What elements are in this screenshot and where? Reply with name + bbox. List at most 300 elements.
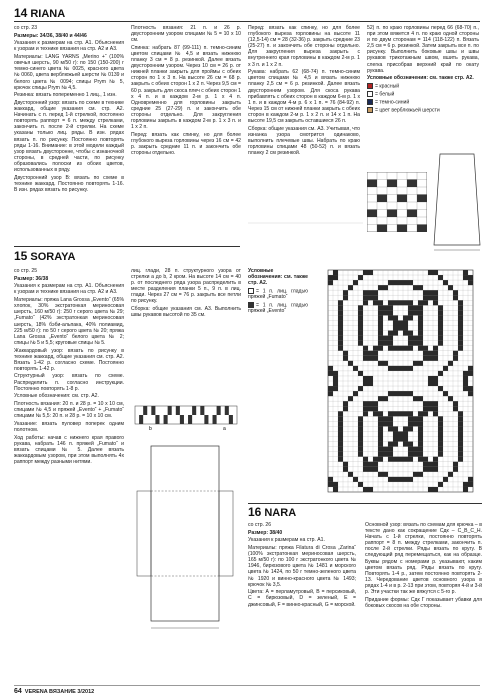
chart-cell bbox=[373, 406, 378, 411]
chart-cell bbox=[418, 437, 423, 442]
chart-cell bbox=[398, 346, 403, 351]
chart-cell bbox=[413, 452, 418, 457]
chart-cell bbox=[418, 341, 423, 346]
chart-cell bbox=[423, 411, 428, 416]
strip-cell bbox=[155, 415, 159, 424]
magazine-title: VERENA ВЯЗАНИЕ 3/2012 bbox=[24, 689, 95, 695]
section-title-nara bbox=[248, 505, 296, 519]
chart-cell bbox=[338, 426, 343, 431]
chart-cell bbox=[373, 290, 378, 295]
legend-fumato bbox=[248, 288, 308, 301]
strip-cell bbox=[151, 406, 155, 415]
chart-cell bbox=[403, 280, 408, 285]
chart-cell bbox=[438, 315, 443, 320]
strip-cell bbox=[204, 415, 208, 424]
gauge: Плотность вязания: 20 п. и 28 р. = 10 х 10 см, спицами № 4,5 и пряжей „Evento“ + „Fumato“ спицами № 5,5: 20 п. и 28 р. = 10 х 10 см. bbox=[14, 401, 124, 420]
nara-column-2 bbox=[365, 522, 482, 611]
chart-cell bbox=[358, 315, 363, 320]
chart-cell bbox=[438, 386, 443, 391]
chart-cell bbox=[448, 472, 453, 477]
chart-cell bbox=[413, 305, 418, 310]
chart-cell bbox=[428, 295, 433, 300]
chart-cell bbox=[433, 346, 438, 351]
legend-label: = цвет верблюжьей шерсти bbox=[375, 107, 440, 114]
chart-cell bbox=[388, 447, 393, 452]
chart-cell bbox=[423, 300, 428, 305]
chart-cell bbox=[363, 467, 368, 472]
chart-cell bbox=[383, 336, 388, 341]
section-name: RIANA bbox=[30, 8, 66, 20]
chart-cell bbox=[408, 391, 413, 396]
chart-cell bbox=[453, 462, 458, 467]
chart-cell bbox=[423, 406, 428, 411]
riana-column-2 bbox=[131, 25, 241, 158]
chart-cell bbox=[403, 326, 408, 331]
chart-cell bbox=[373, 295, 378, 300]
chart-cell bbox=[378, 396, 383, 401]
camel-swatch-icon bbox=[367, 107, 373, 113]
chart-cell bbox=[363, 381, 368, 386]
chart-cell bbox=[428, 467, 433, 472]
chart-cell bbox=[418, 452, 423, 457]
soraya-column-2 bbox=[131, 268, 241, 320]
chart-cell bbox=[393, 320, 398, 325]
chart-cell bbox=[438, 341, 443, 346]
chart-cell bbox=[338, 437, 343, 442]
chart-cell bbox=[338, 457, 343, 462]
chart-cell bbox=[383, 396, 388, 401]
chart-cell bbox=[383, 310, 388, 315]
section-name: SORAYA bbox=[30, 251, 76, 263]
chart-cell bbox=[438, 437, 443, 442]
chart-cell bbox=[368, 290, 373, 295]
chart-cell bbox=[428, 406, 433, 411]
chart-cell bbox=[348, 396, 353, 401]
chart-cell bbox=[378, 452, 383, 457]
sizes: Размер: 38/40 bbox=[248, 529, 283, 536]
legend-title: Условные обозначения: см. также стр. А2. bbox=[248, 268, 308, 287]
chart-cell bbox=[388, 391, 393, 396]
chart-cell bbox=[413, 416, 418, 421]
chart-cell bbox=[363, 351, 368, 356]
chart-cell bbox=[458, 336, 463, 341]
chart-cell bbox=[428, 376, 433, 381]
shaping: Придание формы: Сдк Г показывает убавки для боковых скосов на обе стороны. bbox=[365, 596, 482, 609]
chart-cell bbox=[433, 457, 438, 462]
chart-cell bbox=[368, 381, 373, 386]
chart-cell bbox=[408, 341, 413, 346]
chart-cell bbox=[378, 320, 383, 325]
chart-cell bbox=[343, 467, 348, 472]
chart-cell bbox=[378, 346, 383, 351]
chart-cell bbox=[418, 305, 423, 310]
chart-cell bbox=[468, 371, 473, 376]
chart-cell bbox=[428, 381, 433, 386]
chart-cell bbox=[433, 300, 438, 305]
chart-cell bbox=[458, 315, 463, 320]
gauge: Плотность вязания: 21 п. и 26 р. двусторонним узором спицами № 5 = 10 х 10 см. bbox=[131, 25, 241, 44]
chart-cell bbox=[398, 437, 403, 442]
chart-cell bbox=[388, 346, 393, 351]
riana-jacquard-chart bbox=[367, 172, 427, 232]
chart-cell bbox=[458, 411, 463, 416]
chart-cell bbox=[363, 295, 368, 300]
chart-cell bbox=[348, 285, 353, 290]
chart-cell bbox=[343, 462, 348, 467]
symbols-note: Условные обозначения: см. стр. А2. bbox=[14, 393, 99, 400]
white-swatch-icon bbox=[367, 91, 373, 97]
chart-cell bbox=[378, 431, 383, 436]
chart-cell bbox=[433, 290, 438, 295]
chart-cell bbox=[413, 421, 418, 426]
chart-cell bbox=[363, 401, 368, 406]
chart-cell bbox=[428, 290, 433, 295]
chart-cell bbox=[338, 300, 343, 305]
legend-label: = темно-синий bbox=[375, 99, 410, 106]
chart-cell bbox=[363, 462, 368, 467]
chart-cell bbox=[443, 366, 448, 371]
chart-cell bbox=[363, 411, 368, 416]
chart-cell bbox=[363, 457, 368, 462]
chart-cell bbox=[328, 366, 333, 371]
chart-cell bbox=[383, 447, 388, 452]
chart-cell bbox=[393, 442, 398, 447]
nara-column-1 bbox=[248, 522, 356, 609]
legend-navy bbox=[367, 99, 479, 105]
chart-cell bbox=[413, 361, 418, 366]
chart-cell bbox=[343, 406, 348, 411]
chart-cell bbox=[378, 442, 383, 447]
chart-cell bbox=[468, 391, 473, 396]
chart-cell bbox=[378, 447, 383, 452]
chart-cell bbox=[463, 376, 468, 381]
main-pattern: Основной узор: вязать по схемам для крючка – в тексте дано как сокращение Сдк – С_В_С_Н. Начать с 1-й стрелки, постоянно повторять раппорт = 8 п. между стрелками, закончить п. после 2-й стрелки. Ряды вязать по кругу. В следующий ряд перемещаться, как на образце. Буквы рядом с номерами р. указывают, каким цветом вязать ряд. Ряды вязать по кругу. Повторять 1-4 р., затем постоянно повторять 2-13. Чередование цветов основного узора в рядах 1-4 и в р. 2-13 при этом, повторяя 4-й и 3-й р. Эти участки так же вяжутся с 5-го р. bbox=[365, 522, 482, 596]
chart-cell bbox=[408, 300, 413, 305]
chart-cell bbox=[393, 457, 398, 462]
chart-cell bbox=[443, 477, 448, 482]
chart-cell bbox=[363, 290, 368, 295]
chart-cell bbox=[423, 457, 428, 462]
chart-cell bbox=[388, 331, 393, 336]
chart-cell bbox=[373, 457, 378, 462]
chart-cell bbox=[433, 462, 438, 467]
chart-cell bbox=[363, 487, 368, 492]
chart-cell bbox=[343, 401, 348, 406]
chart-cell bbox=[423, 351, 428, 356]
chart-cell bbox=[438, 416, 443, 421]
chart-cell bbox=[428, 356, 433, 361]
chart-cell bbox=[378, 300, 383, 305]
chart-cell bbox=[408, 331, 413, 336]
chart-cell bbox=[408, 280, 413, 285]
chart-cell bbox=[438, 452, 443, 457]
page-ref: со стр. 23 bbox=[14, 25, 38, 31]
chart-cell bbox=[458, 437, 463, 442]
chart-cell bbox=[403, 431, 408, 436]
chart-cell bbox=[338, 452, 343, 457]
chart-cell bbox=[408, 336, 413, 341]
soraya-column-3 bbox=[248, 268, 308, 316]
chart-cell bbox=[423, 462, 428, 467]
chart-cell bbox=[433, 401, 438, 406]
chart-cell bbox=[418, 361, 423, 366]
chart-cell bbox=[433, 356, 438, 361]
strip-cell bbox=[168, 406, 172, 415]
chart-cell bbox=[403, 391, 408, 396]
chart-cell bbox=[433, 295, 438, 300]
chart-cell bbox=[358, 426, 363, 431]
chart-cell bbox=[463, 371, 468, 376]
chart-cell bbox=[373, 356, 378, 361]
chart-cell bbox=[383, 421, 388, 426]
strip-cell bbox=[139, 415, 143, 424]
strip-cell bbox=[143, 406, 147, 415]
footer-rule bbox=[14, 685, 480, 686]
chart-cell bbox=[328, 371, 333, 376]
chart-cell bbox=[423, 346, 428, 351]
chart-cell bbox=[403, 426, 408, 431]
red-swatch-icon bbox=[367, 83, 373, 89]
page-number: 64 bbox=[14, 688, 22, 695]
chart-cell bbox=[413, 310, 418, 315]
chart-cell bbox=[383, 452, 388, 457]
chart-cell bbox=[458, 452, 463, 457]
chart-cell bbox=[383, 416, 388, 421]
chart-cell bbox=[373, 346, 378, 351]
chart-cell bbox=[418, 326, 423, 331]
chart-cell bbox=[453, 406, 458, 411]
chart-cell bbox=[418, 447, 423, 452]
chart-cell bbox=[333, 376, 338, 381]
work-course: Ход работы: начав с нижнего края правого рукава, набрать 146 п. пряжей „Fumato“ и вязать спицами № 5. Далее вязать жаккардовым узором, при этом выполнять 4х раппорт между разными нитями. bbox=[14, 434, 124, 466]
chart-cell bbox=[393, 391, 398, 396]
materials: Материалы: LANG YARNS „Merino +“ (100% овечья шерсть, 90 м/50 г): по 150 (150-200) г темно-синего цвета № 0025, красного цвета № 0060, цвета верблюжьей шерсти № 0139 и белого цвета № 0094; спицы Prym № 5, крючок спицы Prym № 4,5. bbox=[14, 54, 124, 91]
chart-cell bbox=[428, 401, 433, 406]
chart-cell bbox=[438, 371, 443, 376]
chart-cell bbox=[423, 467, 428, 472]
chart-cell bbox=[388, 421, 393, 426]
chart-cell bbox=[418, 457, 423, 462]
chart-cell bbox=[418, 472, 423, 477]
chart-cell bbox=[358, 331, 363, 336]
chart-cell bbox=[368, 406, 373, 411]
chart-cell bbox=[403, 411, 408, 416]
chart-cell bbox=[438, 426, 443, 431]
chart-cell bbox=[338, 447, 343, 452]
chart-cell bbox=[438, 331, 443, 336]
chart-cell bbox=[418, 300, 423, 305]
chart-cell bbox=[378, 472, 383, 477]
chart-cell bbox=[418, 431, 423, 436]
chart-cell bbox=[443, 280, 448, 285]
chart-cell bbox=[398, 431, 403, 436]
chart-cell bbox=[373, 401, 378, 406]
chart-cell bbox=[438, 442, 443, 447]
chart-cell bbox=[393, 431, 398, 436]
chart-cell bbox=[453, 295, 458, 300]
strip-cell bbox=[188, 415, 192, 424]
chart-cell bbox=[338, 320, 343, 325]
chart-cell bbox=[408, 310, 413, 315]
chart-cell bbox=[368, 487, 373, 492]
chart-cell bbox=[388, 305, 393, 310]
chart-cell bbox=[338, 331, 343, 336]
chart-cell bbox=[393, 426, 398, 431]
materials: Материалы: пряжа Filatura di Crosa „Zarina“ (100% экстратонкая мериносовая шерсть, 165 м/50 г): по 100 г экстратонкого цвета № 1946, бирюзового цвета № 1481 и морского цвета № 1424, по 50 г темно-зеленого цвета № 1920 и винно-красного цвета № 1493; крючок № 3,5. bbox=[248, 545, 356, 588]
chart-cell bbox=[398, 391, 403, 396]
two-sided-pattern-a: Двусторонний узор: вязать по схеме в технике жаккард, общие указания см. стр. А2. Начинать с п. перед 1-й стрелкой, постоянно повторять раппорт = 6 п. между стрелками, закончить п. после 2-й стрелки. На схеме указаны только лиц. ряды. В изн. рядах вязать п. по рисунку. Постоянно повторять ряды 1-16. Внимание: в этой модели каждый узор вязать двусторонне, чтобы с изнаночной стороны, в средней части, по рисунку образовались полоски из обоих цветов, использованных в ряду. bbox=[14, 100, 124, 174]
chart-cell bbox=[378, 457, 383, 462]
riana-sleeve-schematic bbox=[432, 150, 482, 255]
strip-cell bbox=[213, 415, 217, 424]
chart-cell bbox=[408, 452, 413, 457]
chart-cell bbox=[433, 411, 438, 416]
chart-cell bbox=[413, 472, 418, 477]
chart-cell bbox=[383, 472, 388, 477]
chart-cell bbox=[338, 310, 343, 315]
legend-label: = 1 п. лиц. гладью пряжей „Evento“ bbox=[248, 302, 308, 315]
chart-cell bbox=[463, 381, 468, 386]
chart-cell bbox=[378, 361, 383, 366]
chart-cell bbox=[423, 401, 428, 406]
chart-cell bbox=[388, 426, 393, 431]
chart-cell bbox=[433, 351, 438, 356]
chart-cell bbox=[393, 366, 398, 371]
strip-cell bbox=[229, 415, 233, 424]
chart-cell bbox=[453, 351, 458, 356]
chart-cell bbox=[378, 421, 383, 426]
chart-cell bbox=[378, 341, 383, 346]
chart-cell bbox=[358, 275, 363, 280]
chart-cell bbox=[333, 371, 338, 376]
chart-cell bbox=[378, 416, 383, 421]
footer bbox=[14, 688, 94, 695]
chart-cell bbox=[413, 341, 418, 346]
chart-cell bbox=[403, 457, 408, 462]
chart-cell bbox=[388, 457, 393, 462]
chart-cell bbox=[393, 331, 398, 336]
chart-cell bbox=[328, 386, 333, 391]
chart-cell bbox=[393, 300, 398, 305]
navy-swatch-icon bbox=[367, 99, 373, 105]
chart-cell bbox=[338, 305, 343, 310]
riana-column-3 bbox=[248, 25, 360, 158]
chart-cell bbox=[333, 381, 338, 386]
chart-cell bbox=[433, 270, 438, 275]
front-note: Перед: вязать как спинку, но для более глубокого выреза горловины через 16 см = 42 р. закрыть средние 11 п. и закончить обе стороны отдельно. bbox=[131, 131, 241, 157]
chart-cell bbox=[338, 416, 343, 421]
chart-cell bbox=[398, 326, 403, 331]
page-ref: со стр. 25 bbox=[14, 268, 38, 274]
chart-cell bbox=[358, 326, 363, 331]
chart-cell bbox=[353, 366, 358, 371]
chart-cell bbox=[413, 285, 418, 290]
chart-cell bbox=[343, 351, 348, 356]
jacquard-pattern: Жаккардовый узор: вязать по рисунку в технике жаккард, общие указания см. стр. А2. Вязать 1-42 р. согласно схеме. Постоянно повторять 1-42 р. bbox=[14, 347, 124, 372]
chart-cell bbox=[353, 391, 358, 396]
chart-cell bbox=[383, 361, 388, 366]
chart-cell bbox=[328, 482, 333, 487]
chart-cell bbox=[408, 421, 413, 426]
legend-camel bbox=[367, 107, 479, 113]
chart-cell bbox=[458, 431, 463, 436]
chart-cell bbox=[468, 366, 473, 371]
chart-cell bbox=[333, 482, 338, 487]
chart-cell bbox=[363, 300, 368, 305]
legend-white bbox=[367, 91, 479, 97]
chart-cell bbox=[338, 431, 343, 436]
chart-cell bbox=[388, 452, 393, 457]
strip-cell bbox=[200, 406, 204, 415]
chart-cell bbox=[398, 366, 403, 371]
chart-cell bbox=[468, 477, 473, 482]
chart-cell bbox=[378, 310, 383, 315]
sizes-note: Указания к размерам на стр. А1. Объяснения к узорам и технике вязания на стр. А2 и А3. bbox=[14, 40, 124, 53]
chart-cell bbox=[418, 346, 423, 351]
chart-cell bbox=[378, 437, 383, 442]
chart-cell bbox=[373, 411, 378, 416]
chart-cell bbox=[438, 421, 443, 426]
chart-cell bbox=[333, 270, 338, 275]
section-name: NARA bbox=[264, 507, 297, 519]
legend-evento bbox=[248, 302, 308, 315]
chart-cell bbox=[418, 320, 423, 325]
chart-cell bbox=[403, 320, 408, 325]
chart-cell bbox=[453, 356, 458, 361]
chart-cell bbox=[388, 477, 393, 482]
chart-cell bbox=[463, 270, 468, 275]
chart-cell bbox=[378, 305, 383, 310]
chart-cell bbox=[438, 310, 443, 315]
divider bbox=[14, 246, 240, 247]
chart-cell bbox=[453, 401, 458, 406]
sizes-note: Указания к размерам на стр. А1. bbox=[248, 537, 325, 544]
chart-cell bbox=[408, 366, 413, 371]
chart-cell bbox=[458, 341, 463, 346]
chart-cell bbox=[453, 290, 458, 295]
chart-cell bbox=[448, 285, 453, 290]
riana-column-4 bbox=[367, 25, 479, 115]
chart-cell bbox=[458, 320, 463, 325]
chart-cell bbox=[458, 447, 463, 452]
chart-cell bbox=[348, 472, 353, 477]
chart-cell bbox=[413, 336, 418, 341]
chart-cell bbox=[408, 416, 413, 421]
chart-cell bbox=[463, 487, 468, 492]
chart-cell bbox=[403, 300, 408, 305]
chart-cell bbox=[363, 270, 368, 275]
chart-cell bbox=[468, 482, 473, 487]
chart-cell bbox=[338, 336, 343, 341]
chart-cell bbox=[358, 482, 363, 487]
chart-cell bbox=[418, 421, 423, 426]
chart-cell bbox=[338, 442, 343, 447]
chart-cell bbox=[458, 416, 463, 421]
chart-cell bbox=[358, 437, 363, 442]
legend-label: = 1 п. лиц. гладью пряжей „Fumato“ bbox=[248, 288, 308, 301]
chart-cell bbox=[438, 482, 443, 487]
chart-cell bbox=[418, 310, 423, 315]
chart-cell bbox=[358, 431, 363, 436]
chart-cell bbox=[388, 310, 393, 315]
chart-cell bbox=[403, 315, 408, 320]
work-continued: лиц. глади, 28 п. структурного узора от стрелки а до b, 2 кром. На высоте 14 см = 40 р. от последнего ряда узора распределить в месте разделения планки 5 п., 9 п. в лиц. глади. Через 27 см = 76 р. закрыть все петли по рисунку. bbox=[131, 268, 241, 305]
chart-cell bbox=[368, 270, 373, 275]
section-number: 14 bbox=[14, 6, 28, 20]
chart-cell bbox=[358, 336, 363, 341]
chart-cell bbox=[343, 295, 348, 300]
chart-cell bbox=[338, 326, 343, 331]
